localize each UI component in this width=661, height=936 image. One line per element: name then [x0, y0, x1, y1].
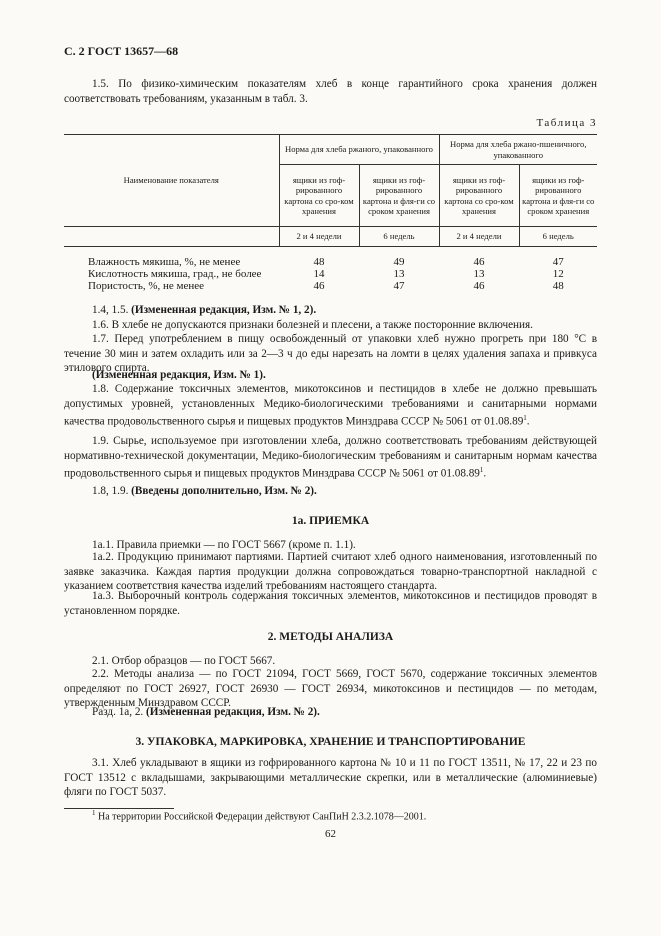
cell-value: 13: [393, 267, 405, 280]
group-rye-header: Норма для хлеба ржаного, упакованного: [279, 135, 439, 165]
section-heading-1a: 1а. ПРИЕМКА: [291, 515, 370, 527]
para-1-8: 1.8. Содержание токсичных элементов, микотоксинов и пестицидов в хлебе не должно превышать допустимых уровней, установленных Медико-биологическими требованиями и санитарными нормами качества продовольственного сырья и пищевых продуктов Минздрава СССР № 5061 от 01.08.89$^1$.: [64, 383, 597, 428]
table-row: [64, 268, 597, 280]
para-1a-3: 1а.3. Выборочный контроль содержания токсичных элементов, микотоксинов и пестицидов проводят в установленном порядке.: [64, 590, 597, 617]
table-3: [64, 134, 597, 292]
period-a: 2 и 4 недели: [279, 227, 359, 247]
subheader-b: ящики из гоф-рированного картона и фля-ги со сроком хранения: [359, 165, 439, 227]
row-name: Кислотность мякиша, град., не более: [88, 267, 262, 280]
para-1-6: 1.6. В хлебе не допускаются признаки болезней и плесени, а также посторонние включения.: [92, 319, 533, 331]
group-rye-wheat-header: Норма для хлеба ржано-пшеничного, упакованного: [439, 135, 597, 165]
cell-value: 12: [552, 267, 564, 280]
cell-value: 48: [313, 255, 325, 268]
table-caption: Таблица 3: [536, 117, 597, 129]
cell-value: 13: [473, 267, 485, 280]
cell-value: 49: [393, 255, 405, 268]
section-heading-2: 2. МЕТОДЫ АНАЛИЗА: [267, 631, 394, 643]
page-header: С. 2 ГОСТ 13657—68: [64, 44, 179, 58]
para-3-1: 3.1. Хлеб укладывают в ящики из гофрированного картона № 10 и 11 по ГОСТ 13511, № 17, 22 и 23 по ГОСТ 13512 с вкладышами, закрывающими металлические скрепки, или в металлические (алюминиевые) фляги по ГОСТ 5037.: [64, 757, 597, 798]
para-1-4-1-5: 1.4, 1.5. (Измененная редакция, Изм. № 1, 2).: [92, 304, 317, 316]
subheader-c: ящики из гоф-рированного картона со сро-ком хранения: [439, 165, 519, 227]
section-heading-3: 3. УПАКОВКА, МАРКИРОВКА, ХРАНЕНИЕ И ТРАНСПОРТИРОВАНИЕ: [135, 736, 526, 748]
cell-value: 47: [393, 279, 405, 292]
footnote: $^1$ На территории Российской Федерации действуют СанПиН 2.3.2.1078—2001.: [92, 809, 427, 823]
para-1-5: 1.5. По физико-химическим показателям хлеб в конце гарантийного срока хранения должен соответствовать требованиям, указанным в табл. 3.: [64, 78, 597, 105]
para-1a-1: 1а.1. Правила приемки — по ГОСТ 5667 (кроме п. 1.1).: [92, 539, 356, 551]
row-name: Пористость, %, не менее: [88, 279, 205, 292]
col-name-header: Наименование показателя: [64, 135, 279, 227]
period-b: 6 недель: [359, 227, 439, 247]
cell-value: 47: [552, 255, 564, 268]
cell-value: 46: [473, 255, 485, 268]
table-row: [64, 256, 597, 268]
row-name: Влажность мякиша, %, не менее: [88, 255, 241, 268]
cell-value: 48: [552, 279, 564, 292]
para-1-9: 1.9. Сырье, используемое при изготовлении хлеба, должно соответствовать требованиям действующей нормативно-технической документации, Медико-биологическим требованиям и санитарным нормам качества продовольственного сырья и пищевых продуктов Минздрава СССР № 5061 от 01.08.89$^1$.: [64, 435, 597, 480]
para-2-1: 2.1. Отбор образцов — по ГОСТ 5667.: [92, 655, 276, 667]
para-2-2: 2.2. Методы анализа — по ГОСТ 21094, ГОСТ 5669, ГОСТ 5670, содержание токсичных элементов определяют по ГОСТ 26927, ГОСТ 26930 — ГОСТ 26934, микотоксинов и пестицидов — по методам, утвержденным Минздравом СССР.: [64, 668, 597, 709]
subheader-d: ящики из гоф-рированного картона и фля-ги со сроком хранения: [519, 165, 597, 227]
cell-value: 46: [473, 279, 485, 292]
footnote-ref: 1: [479, 466, 484, 474]
cell-value: 14: [313, 267, 325, 280]
subheader-a: ящики из гоф-рированного картона со сро-ком хранения: [279, 165, 359, 227]
para-1-7: 1.7. Перед употреблением в пищу освобожденный от упаковки хлеб нужно прогреть при 180 °С в течение 30 мин и затем охладить или за 2—3 ч до еды нарезать на ломти в целях удаления запаха и привкуса этилового спирта.: [64, 333, 597, 374]
para-1-7-amend: (Измененная редакция, Изм. № 1).: [92, 369, 266, 381]
page-number: 62: [325, 828, 336, 840]
period-c: 2 и 4 недели: [439, 227, 519, 247]
para-1a-2: 1а.2. Продукцию принимают партиями. Партией считают хлеб одного наименования, изготовленный по заявке заказчика. Каждая партия продукции должна сопровождаться товарно-транспортной накладной с указанием соответствия качества изделий требованиям настоящего стандарта.: [64, 551, 597, 592]
footnote-ref: 1: [523, 414, 527, 422]
cell-value: 46: [313, 279, 325, 292]
para-1-8-1-9: 1.8, 1.9. (Введены дополнительно, Изм. № 2).: [92, 485, 317, 497]
para-razd: Разд. 1а, 2. (Измененная редакция, Изм. № 2).: [92, 706, 320, 718]
period-d: 6 недель: [519, 227, 597, 247]
table-row: [64, 280, 597, 292]
